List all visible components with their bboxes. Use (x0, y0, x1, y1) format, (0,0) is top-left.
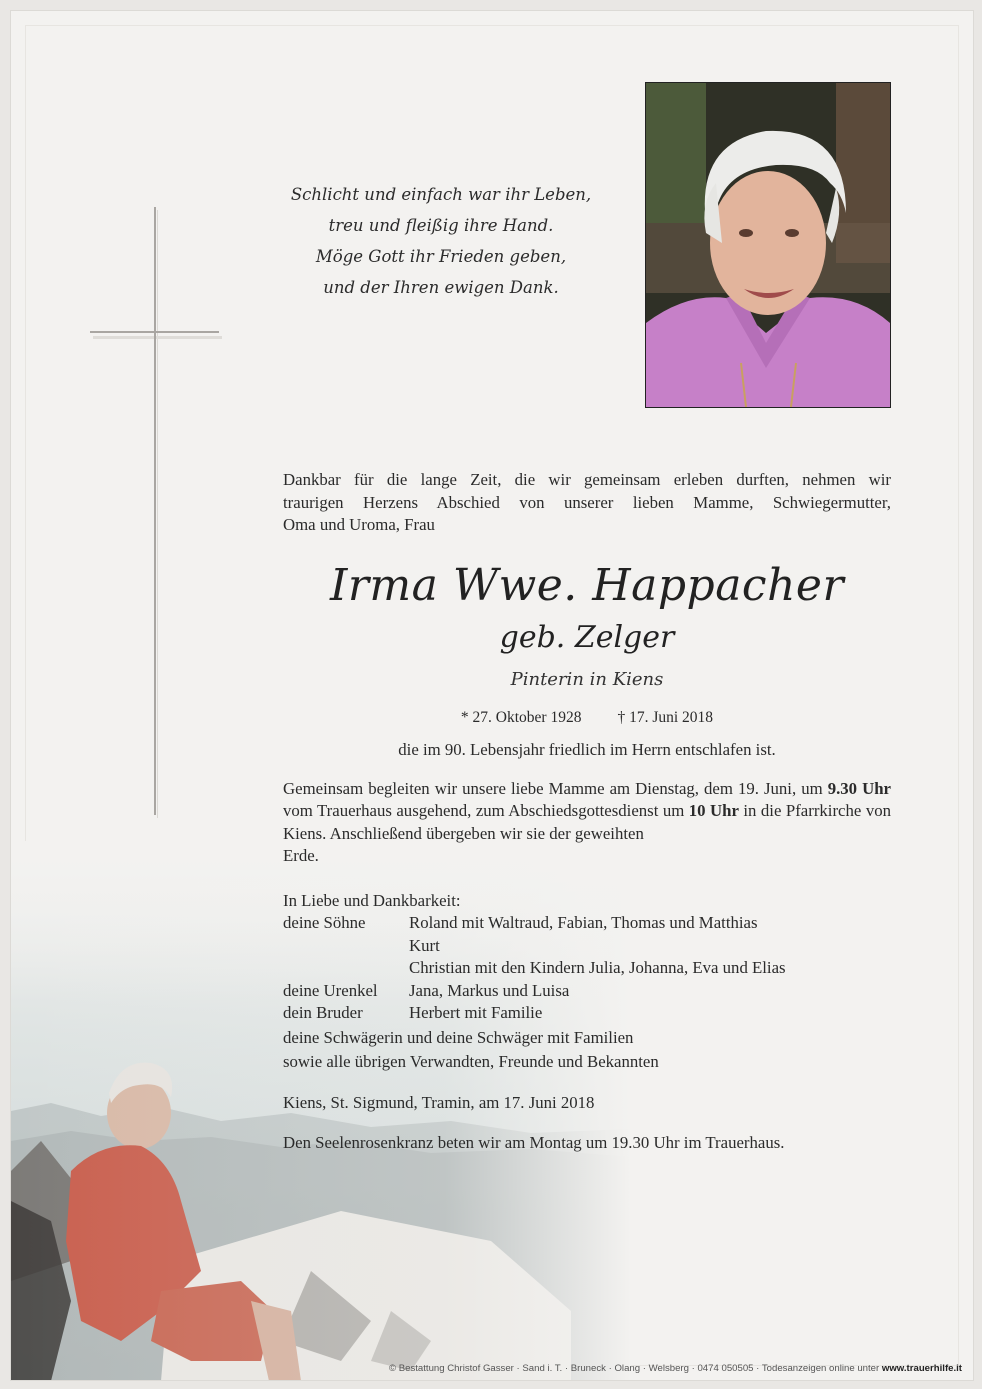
family-row (283, 957, 891, 980)
place-date: Kiens, St. Sigmund, Tramin, am 17. Juni 2018 (283, 1092, 595, 1112)
family-row (283, 935, 891, 958)
deceased-name: Irma Wwe. Happacher (330, 559, 844, 611)
family-inlaws: deine Schwägerin und deine Schwäger mit Familien (283, 1027, 634, 1047)
cross-shadow (157, 210, 158, 818)
obituary-card (10, 10, 974, 1381)
departure-time: 9.30 Uhr (827, 778, 891, 798)
memorial-verse (271, 179, 611, 303)
family-relation (283, 957, 409, 980)
rosary-notice: Den Seelenrosenkranz beten wir am Montag um 19.30 Uhr im Trauerhaus. (283, 1133, 785, 1152)
cross-shadow (93, 336, 222, 339)
family-relation: deine Urenkel (283, 980, 378, 1000)
intro-line: Dankbar für die lange Zeit, die wir gemeinsam erleben durften, nehmen wir (283, 470, 891, 489)
family-members: Kurt (409, 935, 440, 955)
house-name: Pinterin in Kiens (510, 668, 664, 690)
mass-time: 10 Uhr (688, 801, 739, 820)
age-line: die im 90. Lebensjahr friedlich im Herrn entschlafen ist. (398, 740, 776, 759)
intro-line: Oma und Uroma, Frau (283, 515, 435, 534)
family-relatives: sowie alle übrigen Verwandten, Freunde und Bekannten (283, 1052, 659, 1071)
portrait-photo (645, 82, 891, 408)
ceremony-text: vom Trauerhaus ausgehend, zum Abschiedsgottesdienst um (283, 801, 689, 820)
footer-credits (282, 1363, 962, 1374)
family-row (283, 1002, 891, 1025)
footer-text: © Bestattung Christof Gasser · Sand i. T. · Bruneck · Olang · Welsberg · 0474 050505 · Todesanzeigen online unter (388, 1363, 882, 1374)
obituary-body (283, 469, 891, 1155)
cross-vertical-beam (154, 207, 156, 815)
ceremony-text: Erde. (283, 846, 319, 865)
intro-text (283, 469, 891, 537)
family-members: Roland mit Waltraud, Fabian, Thomas und Matthias (409, 913, 758, 932)
death-date: † 17. Juni 2018 (617, 708, 714, 726)
life-dates (283, 707, 891, 730)
funeral-details (283, 778, 891, 868)
verse-line: und der Ihren ewigen Dank. (323, 278, 559, 297)
cross-horizontal-beam (90, 331, 219, 333)
verse-line: Möge Gott ihr Frieden geben, (315, 247, 567, 266)
family-heading: In Liebe und Dankbarkeit: (283, 890, 461, 910)
family-list (283, 890, 891, 1074)
family-row (283, 912, 891, 935)
footer-website-link[interactable]: www.trauerhilfe.it (881, 1363, 962, 1374)
intro-line: traurigen Herzens Abschied von unserer lieben Mamme, Schwiegermutter, (283, 492, 891, 512)
ceremony-text: in die Pfarrkirche von Kiens. Anschließend übergeben wir sie der geweihten (283, 801, 891, 843)
birth-date: * 27. Oktober 1928 (460, 708, 582, 726)
family-row (283, 980, 891, 1003)
family-relation: dein Bruder (283, 1003, 363, 1022)
family-members: Herbert mit Familie (409, 1003, 543, 1022)
verse-line: Schlicht und einfach war ihr Leben, (290, 185, 592, 204)
maiden-name: geb. Zelger (499, 619, 675, 655)
family-members: Christian mit den Kindern Julia, Johanna, Eva und Elias (409, 958, 786, 977)
family-relation (283, 935, 409, 958)
ceremony-text: Gemeinsam begleiten wir unsere liebe Mamme am Dienstag, dem 19. Juni, um (283, 778, 828, 798)
family-relation: deine Söhne (283, 913, 366, 932)
family-members: Jana, Markus und Luisa (409, 980, 570, 1000)
verse-line: treu und fleißig ihre Hand. (328, 216, 554, 235)
